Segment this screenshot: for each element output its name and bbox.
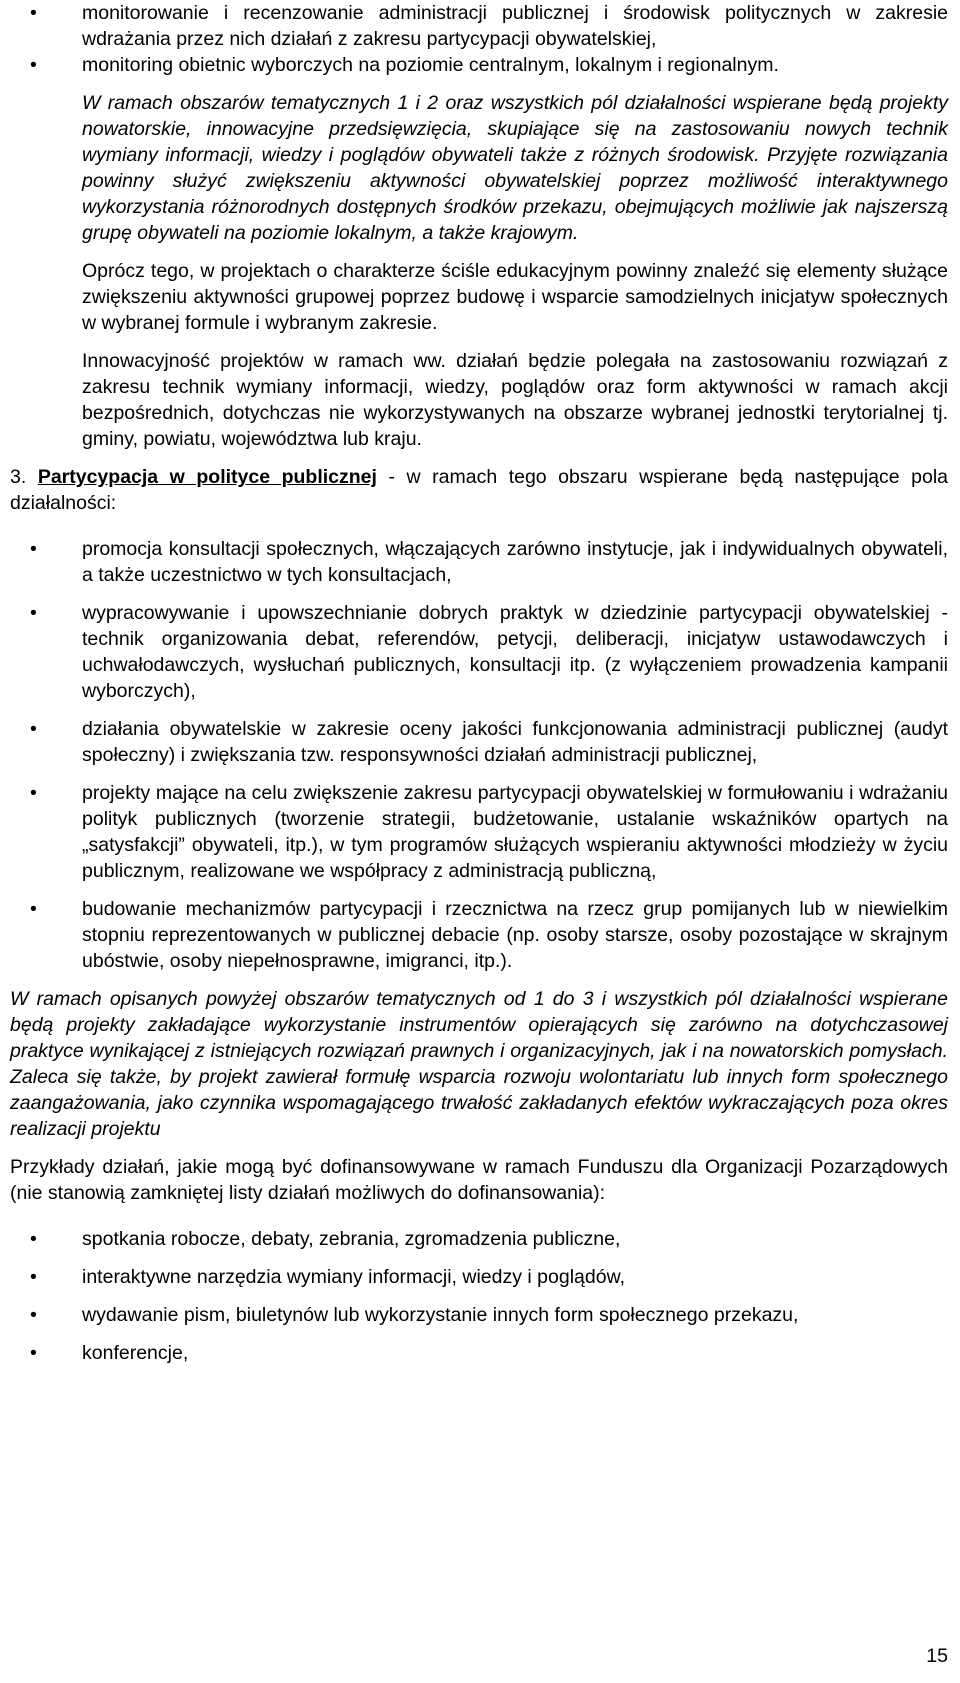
paragraph-innovation-details: Innowacyjność projektów w ramach ww. działań będzie polegała na zastosowaniu rozwiązań z zakresu technik wymiany informacji, wiedzy, poglądów oraz form aktywności w ramach akcji bezpośrednich, dotychczas nie wykorzystywanych na obszarze wybranej jednostki terytorialnej tj. gminy, powiatu, województwa lub kraju. xyxy=(82,350,948,450)
document-page xyxy=(10,0,948,1366)
italic-paragraph-innovation xyxy=(10,90,948,246)
list-item: • spotkania robocze, debaty, zebrania, zgromadzenia publiczne, xyxy=(10,1226,948,1252)
list-item: • konferencje, xyxy=(10,1340,948,1366)
top-bullet-list xyxy=(10,0,948,78)
paragraph-examples-intro: Przykłady działań, jakie mogą być dofinansowywane w ramach Funduszu dla Organizacji Pozarządowych (nie stanowią zamkniętej listy działań możliwych do dofinansowania): xyxy=(10,1156,948,1204)
italic-paragraph-summary: W ramach opisanych powyżej obszarów tematycznych od 1 do 3 i wszystkich pól działalności wspierane będą projekty zakładające wykorzystanie instrumentów opierających się zarówno na dotychczasowej praktyce wynikającej z istniejących rozwiązań prawnych i organizacyjnych, jak i na nowatorskich pomysłach. Zaleca się także, by projekt zawierał formułę wsparcia rozwoju wolontariatu lub innych form społecznego zaangażowania, jako czynnika wspomagającego trwałość zakładanych efektów wykraczających poza okres realizacji projektu xyxy=(10,988,948,1140)
list-item: • projekty mające na celu zwiększenie zakresu partycypacji obywatelskiej w formułowaniu i wdrażaniu polityk publicznych (tworzenie strategii, budżetowanie, ustalanie wskaźników opartych na „satysfakcji” obywateli, itp.), w tym programów służących wspieraniu aktywności młodzieży w życiu publicznym, realizowane we współpracy z administracją publiczną, xyxy=(10,780,948,884)
page-number: 15 xyxy=(926,1645,948,1667)
list-item: • monitoring obietnic wyborczych na poziomie centralnym, lokalnym i regionalnym. xyxy=(10,52,948,78)
list-item: • monitorowanie i recenzowanie administracji publicznej i środowisk politycznych w zakresie wdrażania przez nich działań z zakresu partycypacji obywatelskiej, xyxy=(10,0,948,52)
list-item: • wydawanie pism, biuletynów lub wykorzystanie innych form społecznego przekazu, xyxy=(10,1302,948,1328)
italic-paragraph-part-1: W ramach obszarów tematycznych 1 i 2 oraz wszystkich pól działalności wspierane będą projekty nowatorskie, innowacyjne przedsięwzięcia, skupiające się na zastosowaniu nowych technik wymiany informacji, wiedzy i poglądów obywateli także z różnych środowisk. xyxy=(82,92,948,166)
section-3-heading xyxy=(10,464,948,516)
section-number: 3. xyxy=(10,466,27,488)
section-title: Partycypacja w polityce publicznej xyxy=(37,466,377,488)
list-item: • budowanie mechanizmów partycypacji i rzecznictwa na rzecz grup pomijanych lub w niewielkim stopniu reprezentowanych w publicznej debacie (np. osoby starsze, osoby pozostające w skrajnym ubóstwie, osoby niepełnosprawne, imigranci, itp.). xyxy=(10,896,948,974)
list-item: • interaktywne narzędzia wymiany informacji, wiedzy i poglądów, xyxy=(10,1264,948,1290)
section-intro: - w ramach tego obszaru wspierane będą następujące pola działalności: xyxy=(10,466,949,514)
list-item: • promocja konsultacji społecznych, włączających zarówno instytucje, jak i indywidualnych obywateli, a także uczestnictwo w tych konsultacjach, xyxy=(10,536,948,588)
italic-paragraph-part-2: Przyjęte rozwiązania powinny służyć zwiększeniu aktywności obywatelskiej poprzez możliwość interaktywnego wykorzystania różnorodnych dostępnych środków przekazu, obejmujących możliwie jak najszerszą grupę obywateli na poziomie lokalnym, a także krajowym. xyxy=(82,144,948,244)
section-3-list xyxy=(10,536,948,974)
list-item: • wypracowywanie i upowszechnianie dobrych praktyk w dziedzinie partycypacji obywatelskiej - technik organizowania debat, referendów, petycji, deliberacji, inicjatyw ustawodawczych i uchwałodawczych, wysłuchań publicznych, konsultacji itp. (z wyłączeniem prowadzenia kampanii wyborczych), xyxy=(10,600,948,704)
examples-list xyxy=(10,1226,948,1366)
paragraph-educational: Oprócz tego, w projektach o charakterze ściśle edukacyjnym powinny znaleźć się elementy służące zwiększeniu aktywności grupowej poprzez budowę i wsparcie samodzielnych inicjatyw społecznych w wybranej formule i wybranym zakresie. xyxy=(82,260,948,334)
list-item: • działania obywatelskie w zakresie oceny jakości funkcjonowania administracji publicznej (audyt społeczny) i zwiększania tzw. responsywności działań administracji publicznej, xyxy=(10,716,948,768)
